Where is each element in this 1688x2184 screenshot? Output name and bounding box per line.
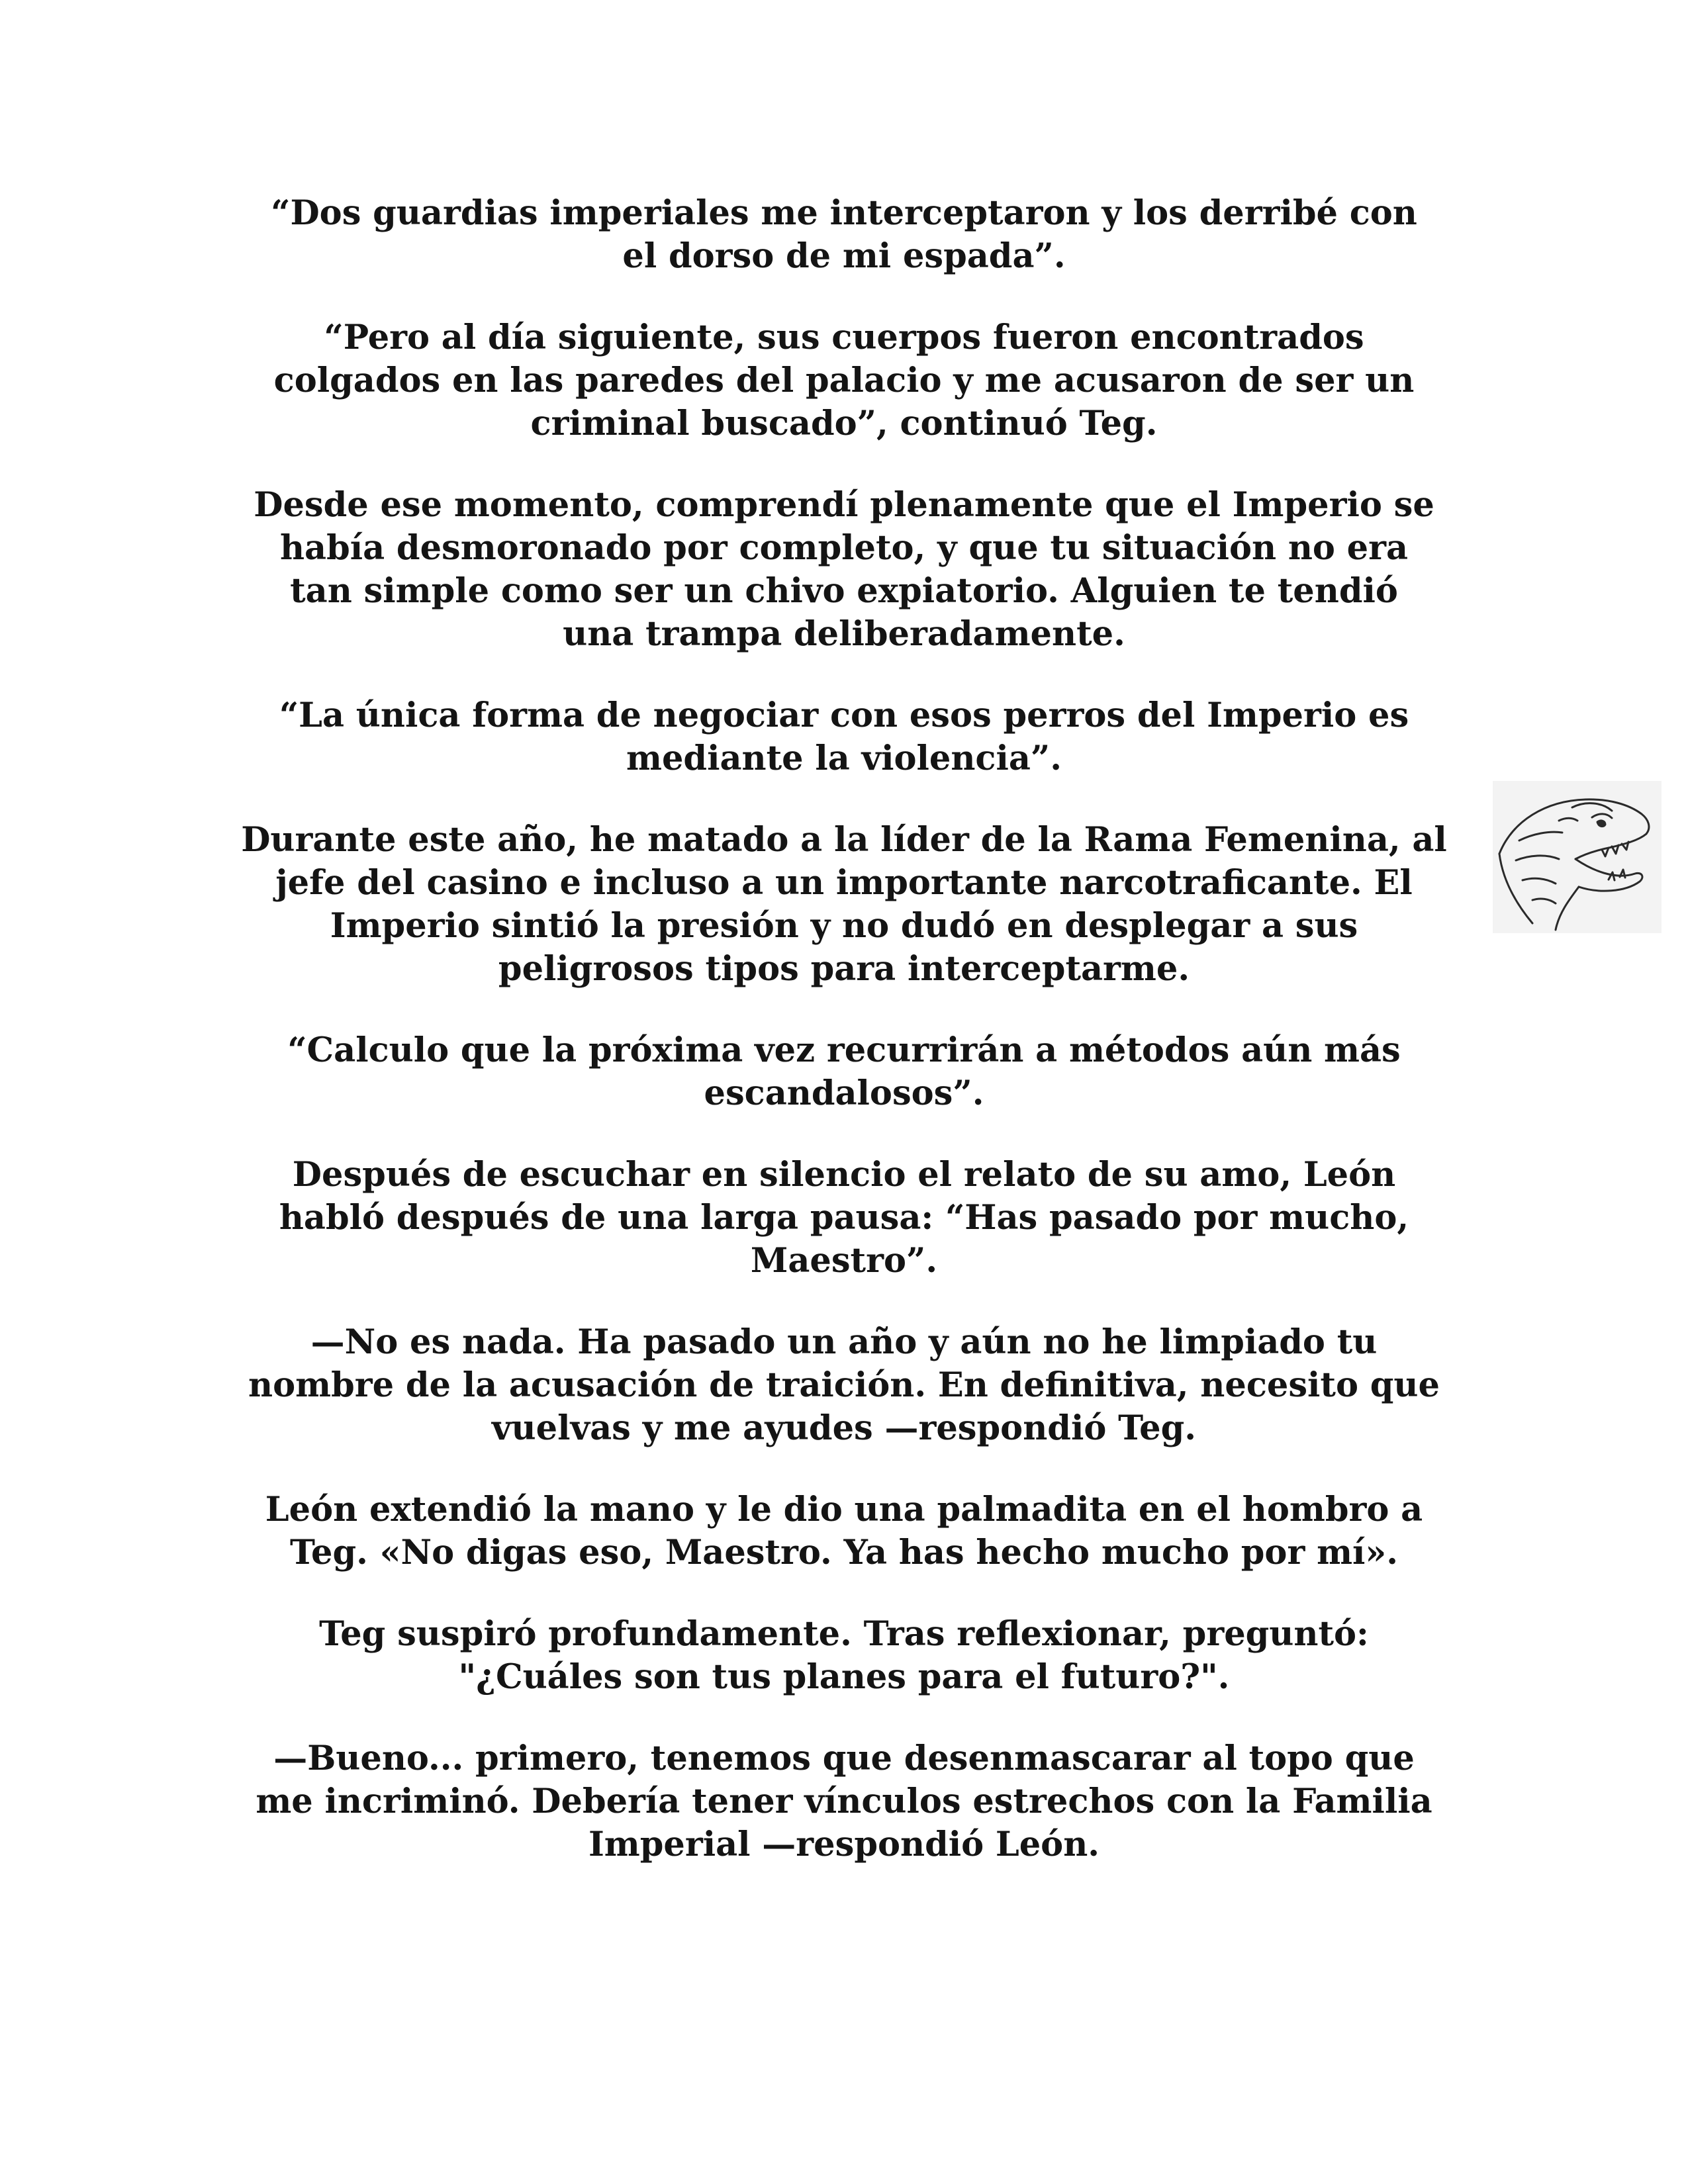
paragraph-line: criminal buscado”, continuó Teg. [530, 404, 1158, 443]
paragraph-line: —Bueno... primero, tenemos que desenmascarar al topo que [273, 1739, 1415, 1778]
paragraph-7 [218, 1154, 1470, 1283]
paragraph-line: “Dos guardias imperiales me interceptaron y los derribé con [271, 193, 1417, 233]
paragraph-line: mediante la violencia”. [626, 739, 1062, 778]
paragraph-line: León extendió la mano y le dio una palmadita en el hombro a [265, 1490, 1423, 1529]
paragraph-line: “Calculo que la próxima vez recurrirán a métodos aún más [287, 1030, 1401, 1070]
dinosaur-head-sketch-icon [1493, 781, 1662, 933]
paragraph-10 [218, 1613, 1470, 1699]
paragraph-2 [218, 316, 1470, 445]
paragraph-line: jefe del casino e incluso a un importante narcotraficante. El [275, 863, 1413, 903]
paragraph-line: —No es nada. Ha pasado un año y aún no he limpiado tu [310, 1322, 1378, 1362]
paragraph-line: Durante este año, he matado a la líder de la Rama Femenina, al [241, 820, 1447, 860]
paragraph-line: “La única forma de negociar con esos perros del Imperio es [279, 696, 1409, 735]
paragraph-line: había desmoronado por completo, y que tu situación no era [279, 528, 1409, 568]
paragraph-line: vuelvas y me ayudes —respondió Teg. [491, 1408, 1197, 1448]
paragraph-line: Desde ese momento, comprendí plenamente que el Imperio se [254, 485, 1434, 525]
paragraph-5 [218, 819, 1470, 991]
paragraph-line: Imperio sintió la presión y no dudó en desplegar a sus [330, 906, 1358, 946]
paragraph-line: colgados en las paredes del palacio y me acusaron de ser un [273, 361, 1415, 400]
paragraph-line: Teg. «No digas eso, Maestro. Ya has hecho mucho por mí». [289, 1533, 1399, 1572]
paragraph-3 [218, 484, 1470, 656]
paragraph-line: peligrosos tipos para interceptarme. [498, 949, 1190, 989]
paragraph-line: escandalosos”. [704, 1073, 984, 1113]
paragraph-line: Maestro”. [750, 1241, 938, 1281]
paragraph-line: Imperial —respondió León. [588, 1825, 1100, 1864]
paragraph-line: tan simple como ser un chivo expiatorio. Alguien te tendió [290, 571, 1398, 611]
paragraph-1 [218, 192, 1470, 278]
paragraph-6 [218, 1029, 1470, 1115]
paragraph-line: habló después de una larga pausa: “Has pasado por mucho, [279, 1198, 1409, 1238]
paragraph-line: “Pero al día siguiente, sus cuerpos fueron encontrados [324, 318, 1364, 357]
paragraph-line: una trampa deliberadamente. [563, 614, 1125, 654]
paragraph-line: el dorso de mi espada”. [622, 236, 1066, 276]
paragraph-line: me incriminó. Debería tener vínculos estrechos con la Familia [256, 1782, 1432, 1821]
paragraph-line: nombre de la acusación de traición. En definitiva, necesito que [248, 1365, 1440, 1405]
paragraph-9 [218, 1488, 1470, 1574]
body-text [218, 192, 1470, 1905]
paragraph-line: "¿Cuáles son tus planes para el futuro?". [458, 1657, 1230, 1697]
paragraph-line: Después de escuchar en silencio el relato de su amo, León [292, 1155, 1396, 1195]
paragraph-line: Teg suspiró profundamente. Tras reflexionar, preguntó: [319, 1614, 1369, 1654]
paragraph-8 [218, 1321, 1470, 1450]
paragraph-4 [218, 694, 1470, 780]
paragraph-11 [218, 1737, 1470, 1866]
